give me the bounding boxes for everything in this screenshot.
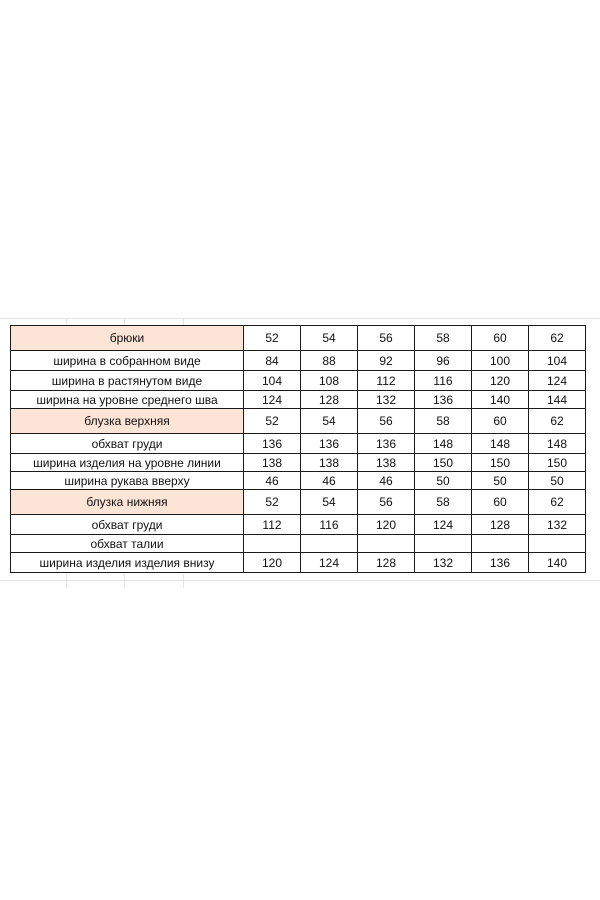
- table-row: [11, 515, 586, 535]
- value-cell: [415, 535, 472, 553]
- value-cell: 138: [301, 454, 358, 472]
- value-cell: 56: [358, 326, 415, 351]
- value-cell: 136: [244, 434, 301, 454]
- table-row: [11, 391, 586, 409]
- row-label-cell: блузка нижняя: [11, 490, 244, 515]
- value-cell: 140: [472, 391, 529, 409]
- value-cell: 150: [472, 454, 529, 472]
- value-cell: 136: [472, 553, 529, 573]
- value-cell: 50: [529, 472, 586, 490]
- value-cell: 46: [358, 472, 415, 490]
- row-label-cell: ширина в собранном виде: [11, 351, 244, 371]
- spreadsheet-area: [0, 318, 600, 588]
- value-cell: 46: [301, 472, 358, 490]
- value-cell: 144: [529, 391, 586, 409]
- row-label-cell: ширина изделия изделия внизу: [11, 553, 244, 573]
- value-cell: 58: [415, 490, 472, 515]
- value-cell: 148: [472, 434, 529, 454]
- value-cell: 124: [301, 553, 358, 573]
- row-label-cell: обхват талии: [11, 535, 244, 553]
- value-cell: 124: [415, 515, 472, 535]
- value-cell: 120: [472, 371, 529, 391]
- value-cell: 108: [301, 371, 358, 391]
- value-cell: 60: [472, 490, 529, 515]
- value-cell: [472, 535, 529, 553]
- value-cell: 60: [472, 326, 529, 351]
- table-section-header-row: [11, 490, 586, 515]
- table-row: [11, 535, 586, 553]
- value-cell: [244, 535, 301, 553]
- value-cell: 132: [358, 391, 415, 409]
- value-cell: 104: [244, 371, 301, 391]
- value-cell: 52: [244, 326, 301, 351]
- value-cell: 150: [529, 454, 586, 472]
- grid-line: [66, 574, 67, 588]
- value-cell: 132: [415, 553, 472, 573]
- value-cell: 52: [244, 490, 301, 515]
- value-cell: 116: [415, 371, 472, 391]
- value-cell: 136: [301, 434, 358, 454]
- value-cell: 58: [415, 326, 472, 351]
- value-cell: 104: [529, 351, 586, 371]
- value-cell: 124: [529, 371, 586, 391]
- value-cell: 136: [358, 434, 415, 454]
- table-row: [11, 454, 586, 472]
- table-row: [11, 434, 586, 454]
- grid-line: [0, 318, 600, 319]
- value-cell: 150: [415, 454, 472, 472]
- value-cell: 62: [529, 409, 586, 434]
- row-label-cell: брюки: [11, 326, 244, 351]
- value-cell: 148: [415, 434, 472, 454]
- value-cell: 128: [358, 553, 415, 573]
- value-cell: 148: [529, 434, 586, 454]
- table-row: [11, 371, 586, 391]
- grid-line: [124, 574, 125, 588]
- grid-line: [183, 574, 184, 588]
- value-cell: 128: [301, 391, 358, 409]
- value-cell: 62: [529, 490, 586, 515]
- size-table: [10, 325, 586, 573]
- value-cell: 132: [529, 515, 586, 535]
- value-cell: 138: [358, 454, 415, 472]
- value-cell: 120: [358, 515, 415, 535]
- value-cell: 136: [415, 391, 472, 409]
- value-cell: 112: [244, 515, 301, 535]
- value-cell: 116: [301, 515, 358, 535]
- row-label-cell: ширина рукава вверху: [11, 472, 244, 490]
- table-row: [11, 351, 586, 371]
- value-cell: 140: [529, 553, 586, 573]
- value-cell: 120: [244, 553, 301, 573]
- row-label-cell: обхват груди: [11, 434, 244, 454]
- value-cell: 92: [358, 351, 415, 371]
- row-label-cell: блузка верхняя: [11, 409, 244, 434]
- value-cell: 54: [301, 409, 358, 434]
- value-cell: 88: [301, 351, 358, 371]
- table-section-header-row: [11, 326, 586, 351]
- value-cell: 56: [358, 490, 415, 515]
- value-cell: 50: [472, 472, 529, 490]
- value-cell: [529, 535, 586, 553]
- row-label-cell: ширина в растянутом виде: [11, 371, 244, 391]
- value-cell: 96: [415, 351, 472, 371]
- value-cell: 112: [358, 371, 415, 391]
- value-cell: 52: [244, 409, 301, 434]
- grid-line: [0, 580, 600, 581]
- value-cell: [301, 535, 358, 553]
- value-cell: 128: [472, 515, 529, 535]
- value-cell: 60: [472, 409, 529, 434]
- value-cell: 54: [301, 490, 358, 515]
- value-cell: 56: [358, 409, 415, 434]
- value-cell: 46: [244, 472, 301, 490]
- table-section-header-row: [11, 409, 586, 434]
- value-cell: 50: [415, 472, 472, 490]
- value-cell: 62: [529, 326, 586, 351]
- value-cell: [358, 535, 415, 553]
- table-row: [11, 472, 586, 490]
- value-cell: 100: [472, 351, 529, 371]
- value-cell: 124: [244, 391, 301, 409]
- value-cell: 84: [244, 351, 301, 371]
- row-label-cell: ширина на уровне среднего шва: [11, 391, 244, 409]
- row-label-cell: ширина изделия на уровне линии: [11, 454, 244, 472]
- table-row: [11, 553, 586, 573]
- value-cell: 58: [415, 409, 472, 434]
- row-label-cell: обхват груди: [11, 515, 244, 535]
- value-cell: 138: [244, 454, 301, 472]
- value-cell: 54: [301, 326, 358, 351]
